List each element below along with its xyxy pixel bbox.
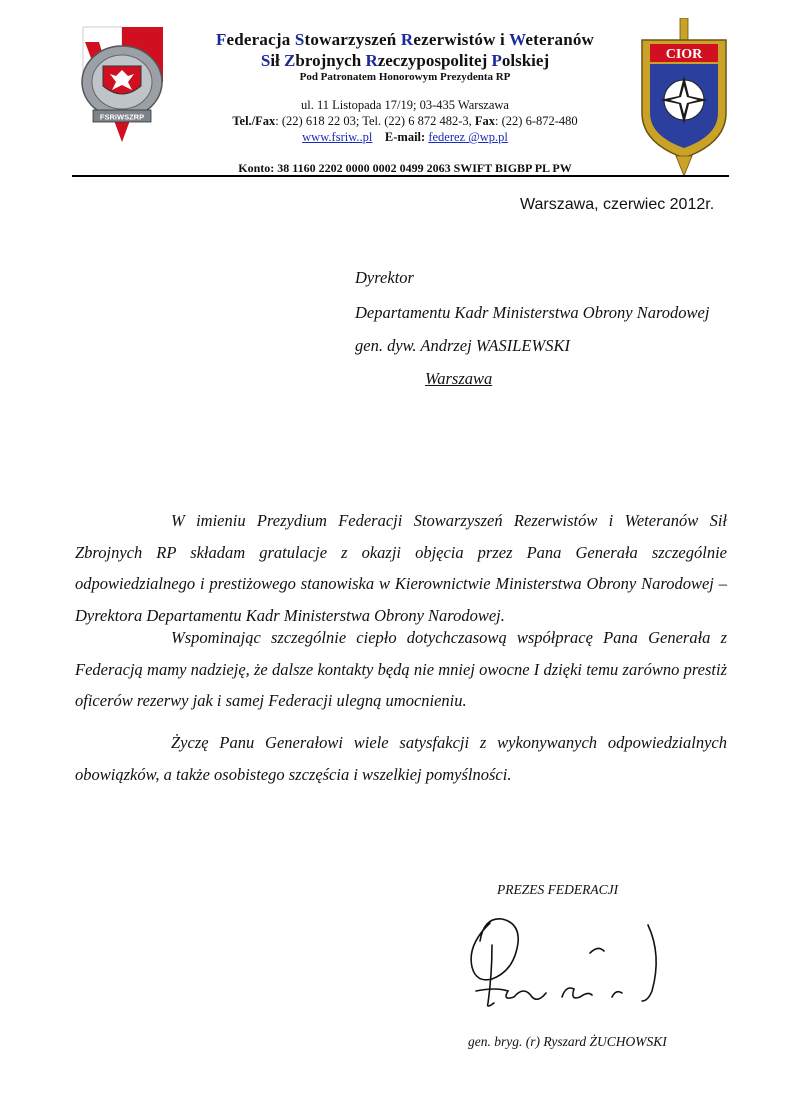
website-link[interactable]: www.fsriw..pl — [302, 130, 373, 144]
fax-label: Fax — [474, 114, 496, 128]
signatory-role: PREZES FEDERACJI — [497, 882, 619, 897]
org-name-line1 — [180, 30, 630, 50]
org-name-capital: S — [260, 51, 271, 70]
recipient-name: gen. dyw. Andrzej WASILEWSKI — [355, 336, 570, 355]
phones-line — [180, 114, 630, 129]
org-name-capital: S — [294, 30, 305, 49]
org-name-capital: Z — [284, 51, 296, 70]
paragraph-text: Życzę Panu Generałowi wiele satysfakcji z wykonywanych odpowiedzialnych obowiązków, a także osobistego szczęścia i wszelkiej pomyślności. — [75, 733, 727, 784]
org-name-capital: P — [491, 51, 502, 70]
recipient-department: Departamentu Kadr Ministerstwa Obrony Narodowej — [355, 303, 710, 322]
org-name-word-rest: ezerwistów i — [413, 30, 510, 49]
cior-logo — [636, 18, 732, 178]
recipient-city: Warszawa — [425, 369, 493, 388]
body-paragraph-3 — [75, 727, 727, 790]
org-name-capital: W — [509, 30, 526, 49]
body-paragraph-1 — [75, 505, 727, 631]
paragraph-text: Wspominając szczególnie ciepło dotychczasową współpracę Pana Generała z Federacją mamy nadzieję, że dalsze kontakty będą nie mniej owocne I dzięki temu zarówno prestiż oficerów rezerwy jak i samej Federacji ulegną umocnieniu. — [75, 628, 727, 710]
recipient-title: Dyrektor — [355, 268, 414, 287]
telfax-value: : (22) 618 22 03; Tel. (22) 6 872 482-3, — [275, 114, 475, 128]
header-divider — [72, 175, 729, 177]
email-label: E-mail — [384, 130, 422, 144]
org-name-word-rest: olskiej — [501, 51, 550, 70]
telfax-label: Tel./Fax — [232, 114, 276, 128]
body-paragraph-2 — [75, 622, 727, 717]
emblem-ribbon-text: FSRiWSZRP — [99, 112, 145, 122]
patron-line: Pod Patronatem Honorowym Prezydenta RP — [299, 71, 511, 83]
org-name-line2 — [180, 51, 630, 71]
org-name-capital: R — [365, 51, 378, 70]
fax-value: : (22) 6-872-480 — [495, 114, 578, 128]
address-line: ul. 11 Listopada 17/19; 03-435 Warszawa — [301, 98, 509, 112]
signatory-name: gen. bryg. (r) Ryszard ŻUCHOWSKI — [468, 1034, 667, 1049]
handwritten-signature — [462, 905, 672, 1015]
email-link[interactable]: federez @wp.pl — [428, 130, 508, 144]
federation-emblem-logo — [75, 22, 170, 147]
org-name-word-rest: ederacja — [226, 30, 295, 49]
bank-account-line: Konto: 38 1160 2202 0000 0002 0499 2063 SWIFT BIGBP PL PW — [238, 161, 572, 175]
org-name-word-rest: towarzyszeń — [304, 30, 401, 49]
org-name-capital: F — [215, 30, 227, 49]
web-line: www.fsriw..pl E-mail: federez @wp.pl — [302, 130, 508, 144]
cior-label: CIOR — [665, 47, 703, 62]
org-name-word-rest: ił — [270, 51, 285, 70]
paragraph-text: W imieniu Prezydium Federacji Stowarzyszeń Rezerwistów i Weteranów Sił Zbrojnych RP składam gratulacje z okazji objęcia przez Pana Generała szczególnie odpowiedzialnego i prestiżowego stanowiska w Kierownictwie Ministerstwa Obrony Narodowej – Dyrektora Departamentu Kadr Ministerstwa Obrony Narodowej. — [75, 511, 727, 625]
org-name-capital: R — [400, 30, 414, 49]
org-name-word-rest: zeczypospolitej — [377, 51, 492, 70]
letter-date: Warszawa, czerwiec 2012r. — [520, 196, 715, 213]
org-name-word-rest: eteranów — [525, 30, 595, 49]
org-name-word-rest: brojnych — [295, 51, 366, 70]
